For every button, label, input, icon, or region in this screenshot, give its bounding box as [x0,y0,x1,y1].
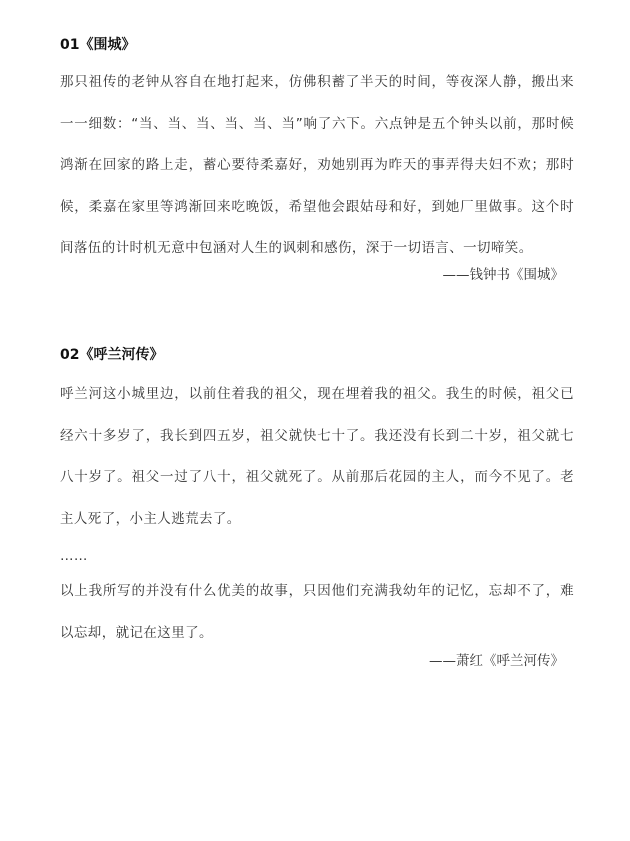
excerpt-attribution: ——钱钟书《围城》 [442,267,564,283]
excerpt-ellipsis: …… [60,548,88,564]
excerpt-attribution: ——萧红《呼兰河传》 [429,653,564,669]
excerpt-paragraph: 那只祖传的老钟从容自在地打起来，仿佛积蓄了半天的时间，等夜深人静，搬出来一一细数：“当、当、当、当、当、当”响了六下。六点钟是五个钟头以前，那时候鸿渐在回家的路上走，蓄心要待柔嘉好，劝她别再为昨天的事弄得夫妇不欢；那时候，柔嘉在家里等鸿渐回来吃晚饭，希望他会跟姑母和好，到她厂里做事。这个时间落伍的计时机无意中包涵对人生的讽刺和感伤，深于一切语言、一切啼笑。 [60,74,574,256]
section-heading: 01《围城》 [60,37,136,53]
excerpt-paragraph: 以上我所写的并没有什么优美的故事，只因他们充满我幼年的记忆，忘却不了，难以忘却，就记在这里了。 [60,583,574,641]
section-heading: 02《呼兰河传》 [60,347,164,363]
excerpt-paragraph: 呼兰河这小城里边，以前住着我的祖父，现在埋着我的祖父。我生的时候，祖父已经六十多岁了，我长到四五岁，祖父就快七十了。我还没有长到二十岁，祖父就七八十岁了。祖父一过了八十，祖父就死了。从前那后花园的主人，而今不见了。老主人死了，小主人逃荒去了。 [60,386,574,527]
